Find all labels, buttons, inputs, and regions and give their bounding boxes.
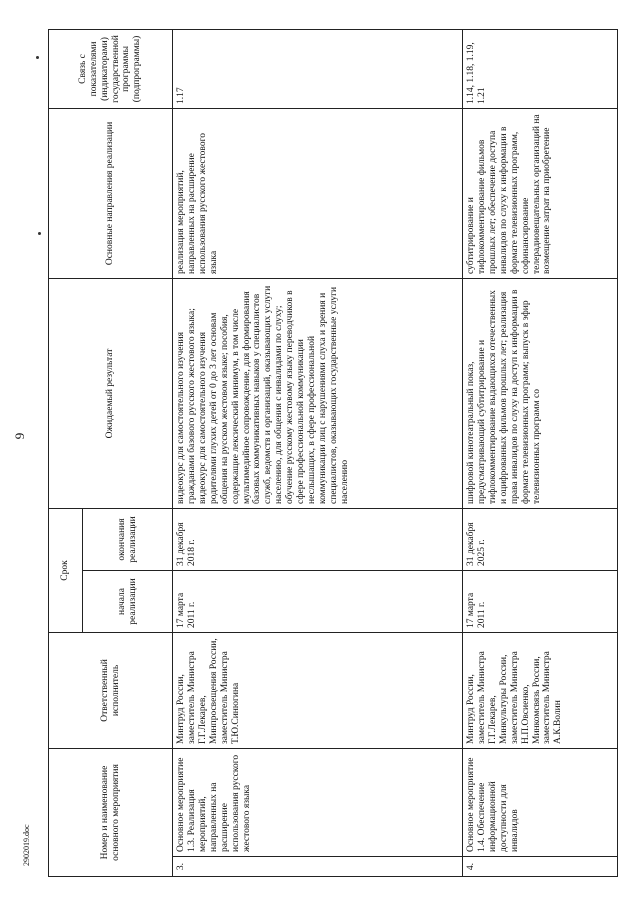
measure-name: Основное мероприятие 1.3. Реализация мероприятий, направленных на расширение использования русского жестового языка	[173, 748, 463, 856]
row-number: 4.	[463, 857, 618, 877]
program-measures-table	[48, 29, 618, 877]
header-indicators: Связь с показателями (индикаторами) государственной программы (подпрограммы)	[49, 29, 173, 108]
header-row	[49, 29, 83, 876]
start-date: 17 марта 2011 г.	[463, 570, 618, 632]
expected-result: шифровой кинотеатральный показ, предусматривающий субтитрирование и тифлокомментирование выдающихся отечественных и оцифрованных фильмов прошлых лет; реализация права инвалидов по слуху на доступ к информации в формате телевизионных программ; выпуск в эфир телевизионных программ со	[463, 278, 618, 508]
indicator-links: 1.17	[173, 29, 463, 108]
header-responsible: Ответственный исполнитель	[49, 632, 173, 748]
header-number-name: Номер и наименование основного мероприятия	[49, 748, 173, 876]
measure-name: Основное мероприятие 1.4. Обеспечение информационной доступности для инвалидов	[463, 748, 618, 856]
table-row	[173, 29, 463, 876]
header-end: окончания реализации	[83, 508, 173, 570]
implementation-directions: реализация мероприятий, направленных на расширение использования русского жестового языка	[173, 108, 463, 278]
scan-speck	[38, 232, 41, 235]
implementation-directions: субтитрирование и тифлокомментирование фильмов прошлых лет; обеспечение доступа инвалидов по слуху к информации в формате телевизионных программ, софинансирование телерадиовещательных организаций на возмещение затрат на приобретение	[463, 108, 618, 278]
expected-result: видеокурс для самостоятельного изучения гражданами базового русского жестового языка; видеокурс для самостоятельного изучения родителями глухих детей от 0 до 3 лет основам общения на русском жестовом языке; пособия, содержащие лексический минимум, в том числе мультимедийное сопровождение, для формирования базовых коммуникативных навыков у специалистов служб, ведомств и организаций, оказывающих услуги населению, для общения с инвалидами по слуху; обучение русскому жестовому языку переводчиков в сфере профессиональной коммуникации неслышащих, в сфере профессиональной коммуникации лиц с нарушениями слуха и зрения и специалистов, оказывающих государственные услуги населению	[173, 278, 463, 508]
rotated-table-wrapper	[48, 30, 618, 877]
table-row	[463, 29, 618, 876]
row-number: 3.	[173, 857, 463, 877]
footer-file-code: 2902019.doc	[22, 824, 31, 866]
responsible-executor: Минтруд России, заместитель Министра Г.Г.Лекарев, Минпросвещения России, заместитель Министра Т.Ю.Синюгина	[173, 632, 463, 748]
header-result: Ожидаемый результат	[49, 278, 173, 508]
start-date: 17 марта 2011 г.	[173, 570, 463, 632]
end-date: 31 декабря 2025 г.	[463, 508, 618, 570]
header-term: Срок	[49, 508, 83, 632]
end-date: 31 декабря 2018 г.	[173, 508, 463, 570]
header-start: начала реализации	[83, 570, 173, 632]
page-number: 9	[12, 432, 27, 440]
header-directions: Основные направления реализации	[49, 108, 173, 278]
scan-speck	[36, 56, 39, 59]
responsible-executor: Минтруд России, заместитель Министра Г.Г.Лекарев, Минкультуры России, заместитель Министра Н.П.Овсиенко, Минкомсвязь России, заместитель Министра А.К.Волин	[463, 632, 618, 748]
indicator-links: 1.14, 1.18, 1.19, 1.21	[463, 29, 618, 108]
